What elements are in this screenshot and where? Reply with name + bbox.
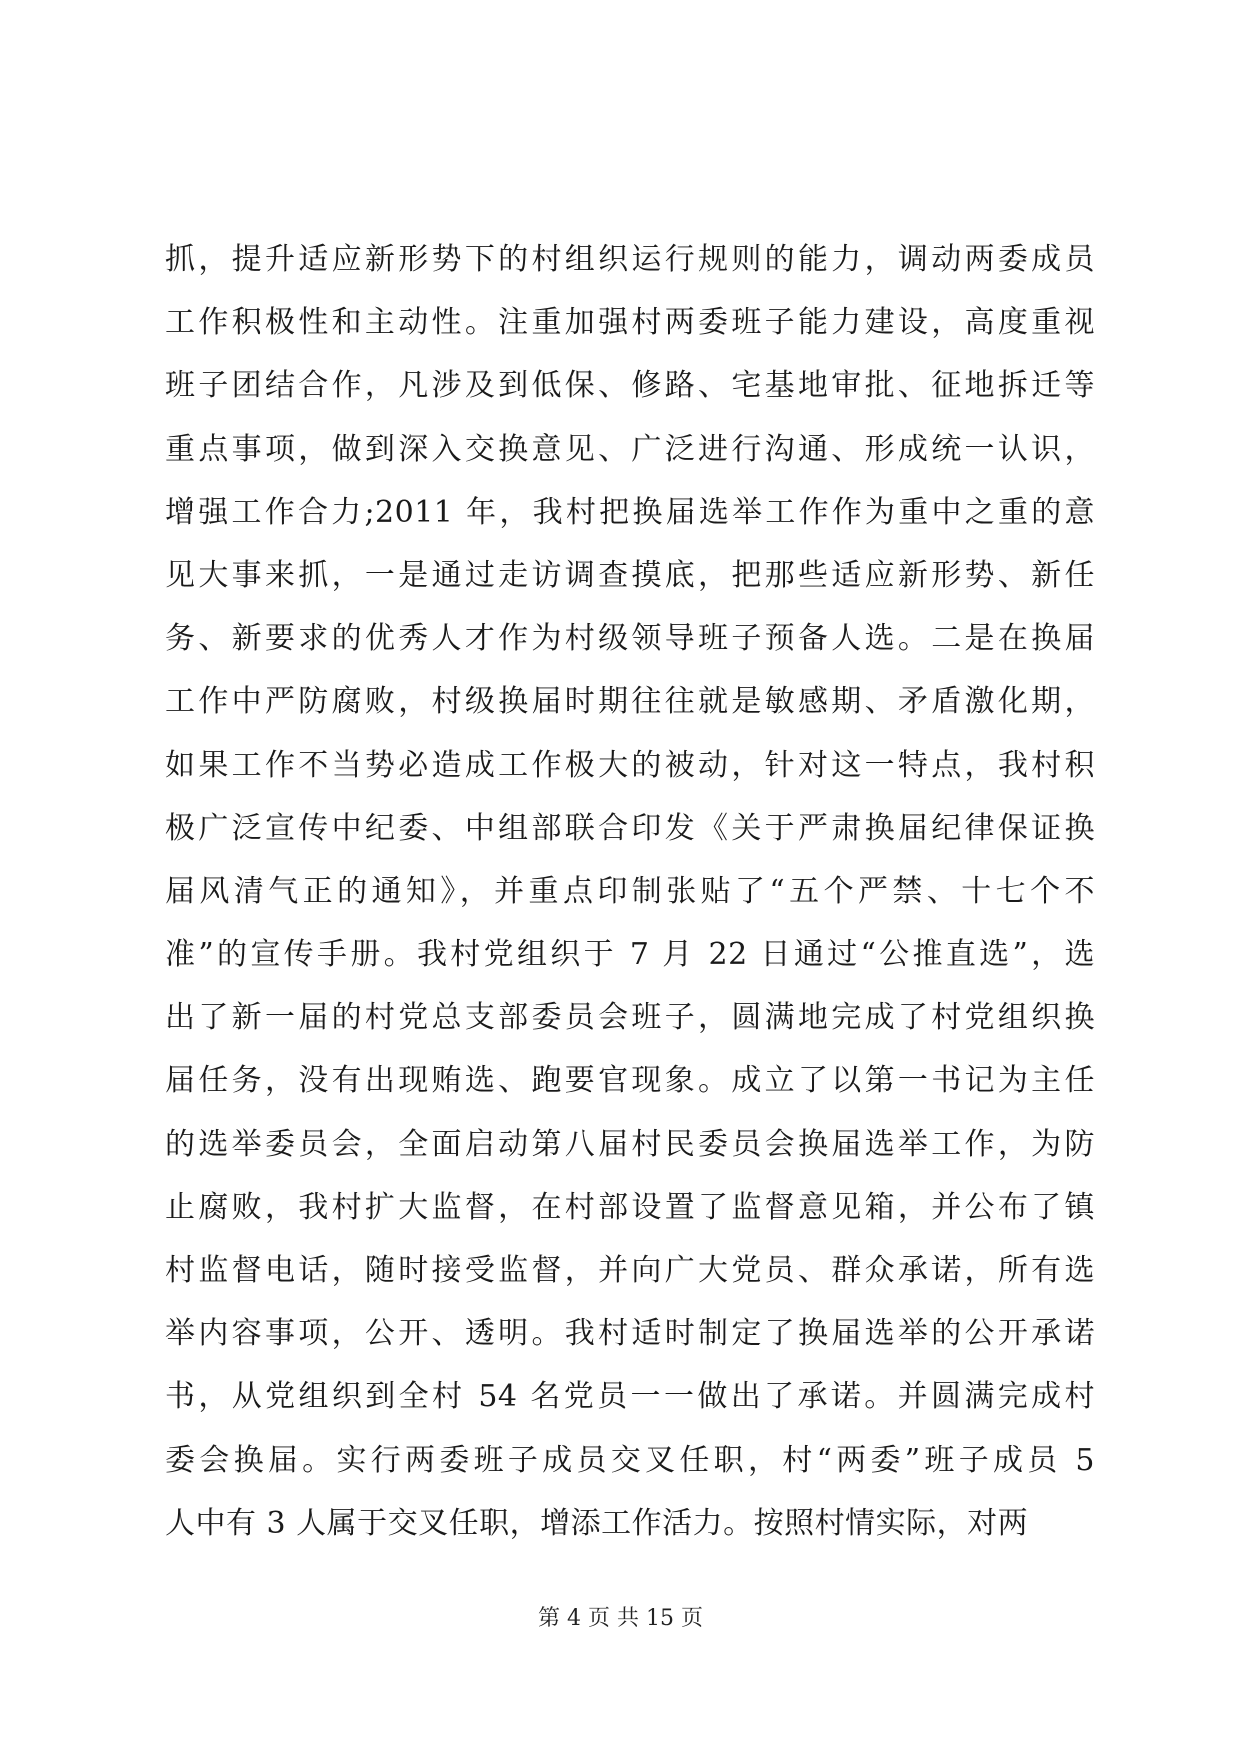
text-line: 止腐败，我村扩大监督，在村部设置了监督意见箱，并公布了镇	[165, 1189, 1095, 1225]
text-line: 如果工作不当势必造成工作极大的被动，针对这一特点，我村积	[165, 747, 1095, 783]
text-line: 见大事来抓，一是通过走访调查摸底，把那些适应新形势、新任	[165, 557, 1095, 593]
text-line: 委会换届。实行两委班子成员交叉任职，村“两委”班子成员 5	[165, 1442, 1095, 1478]
text-line: 增强工作合力;2011 年，我村把换届选举工作作为重中之重的意	[165, 494, 1095, 530]
text-line: 班子团结合作，凡涉及到低保、修路、宅基地审批、征地拆迁等	[165, 368, 1095, 404]
text-line: 村监督电话，随时接受监督，并向广大党员、群众承诺，所有选	[165, 1253, 1095, 1288]
text-line: 抓，提升适应新形势下的村组织运行规则的能力，调动两委成员	[165, 242, 1095, 277]
body-text	[165, 228, 1095, 1555]
page-footer	[0, 1604, 1241, 1634]
text-line: 工作中严防腐败，村级换届时期往往就是敏感期、矛盾激化期，	[165, 684, 1095, 720]
text-line: 工作积极性和主动性。注重加强村两委班子能力建设，高度重视	[165, 305, 1095, 341]
text-line: 届任务，没有出现贿选、跑要官现象。成立了以第一书记为主任	[165, 1063, 1095, 1099]
text-line: 准”的宣传手册。我村党组织于 7 月 22 日通过“公推直选”，选	[165, 937, 1095, 973]
text-line: 出了新一届的村党总支部委员会班子，圆满地完成了村党组织换	[165, 1000, 1095, 1036]
text-line: 重点事项，做到深入交换意见、广泛进行沟通、形成统一认识，	[165, 431, 1095, 467]
text-line: 届风清气正的通知》，并重点印制张贴了“五个严禁、十七个不	[165, 873, 1095, 909]
text-line: 极广泛宣传中纪委、中组部联合印发《关于严肃换届纪律保证换	[165, 810, 1095, 846]
text-line: 的选举委员会，全面启动第八届村民委员会换届选举工作，为防	[165, 1126, 1095, 1162]
text-line: 举内容事项，公开、透明。我村适时制定了换届选举的公开承诺	[165, 1316, 1095, 1352]
text-line: 书，从党组织到全村 54 名党员一一做出了承诺。并圆满完成村	[165, 1379, 1095, 1415]
text-line: 人中有 3 人属于交叉任职，增添工作活力。按照村情实际，对两	[165, 1505, 1029, 1541]
text-line: 务、新要求的优秀人才作为村级领导班子预备人选。二是在换届	[165, 621, 1095, 657]
page-number-label: 第 4 页 共 15 页	[538, 1606, 703, 1631]
